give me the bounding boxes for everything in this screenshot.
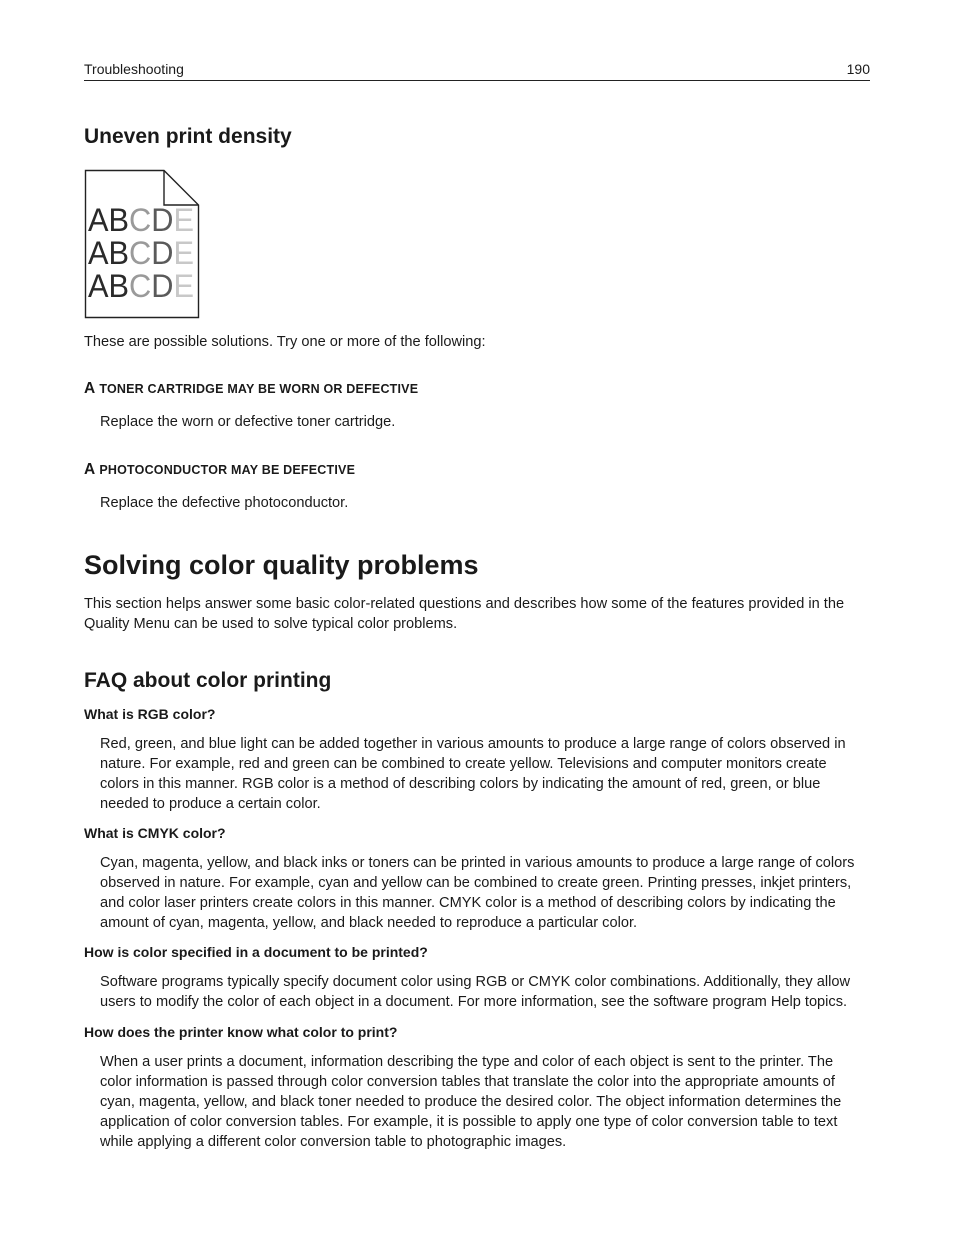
faq-question: How does the printer know what color to print? [84, 1024, 398, 1040]
page-number: 190 [846, 61, 870, 77]
illustration-letter: B [108, 202, 130, 238]
illustration-text-line [88, 202, 194, 238]
text-line: application of color conversion tables. For example, it is possible to apply one type of color conversion table to text [100, 1114, 838, 1130]
cause-heading-photoconductor [84, 461, 355, 479]
solving-color-intro [84, 594, 874, 634]
illustration-letter: E [173, 235, 195, 271]
illustration-letter: C [129, 202, 153, 238]
solutions-intro: These are possible solutions. Try one or more of the following: [84, 334, 486, 350]
faq-question: How is color specified in a document to be printed? [84, 944, 428, 960]
illustration-letter: B [108, 235, 130, 271]
faq-answer [100, 1052, 870, 1152]
cause-lead: A [84, 380, 95, 397]
text-line: Quality Menu can be used to solve typical color problems. [84, 616, 458, 632]
faq-answer [100, 853, 870, 933]
text-line: colors in this manner. RGB color is a method of describing colors by indicating the amount of red, green, or blue [100, 776, 821, 792]
illustration-letter: A [88, 268, 110, 304]
faq-answer [100, 734, 870, 814]
text-line: users to modify the color of each object in a document. For more information, see the software program Help topics. [100, 994, 848, 1010]
header-rule [84, 80, 870, 81]
text-line: amount of cyan, magenta, yellow, and black needed to reproduce a particular color. [100, 915, 638, 931]
faq-answer [100, 972, 870, 1012]
illustration-text-line [88, 268, 194, 304]
solution-photoconductor: Replace the defective photoconductor. [100, 495, 349, 511]
illustration-letter: A [88, 235, 110, 271]
illustration-letter: A [88, 202, 110, 238]
text-line: Red, green, and blue light can be added together in various amounts to produce a large range of colors observed in [100, 736, 846, 752]
solving-color-heading: Solving color quality problems [84, 550, 479, 580]
uneven-density-page-illustration [84, 169, 200, 319]
text-line: This section helps answer some basic color-related questions and describes how some of the features provided in the [84, 596, 845, 612]
faq-heading: FAQ about color printing [84, 669, 332, 692]
faq-question: What is RGB color? [84, 706, 216, 722]
illustration-letter: E [173, 202, 195, 238]
illustration-letter: C [129, 235, 153, 271]
text-line: needed to produce a certain color. [100, 796, 321, 812]
running-header-section: Troubleshooting [84, 61, 184, 77]
illustration-text-line [88, 235, 194, 271]
illustration-letter: D [151, 268, 175, 304]
illustration-letter: D [151, 202, 175, 238]
faq-question: What is CMYK color? [84, 825, 226, 841]
text-line: Cyan, magenta, yellow, and black inks or toners can be printed in various amounts to produce a large range of colors [100, 855, 855, 871]
solution-toner: Replace the worn or defective toner cartridge. [100, 414, 396, 430]
cause-rest: PHOTOCONDUCTOR MAY BE DEFECTIVE [99, 463, 356, 477]
illustration-letter: E [173, 268, 195, 304]
text-line: observed in nature. For example, cyan and yellow can be combined to create green. Printing presses, inkjet printers, [100, 875, 852, 891]
text-line: When a user prints a document, information describing the type and color of each object is sent to the printer. The [100, 1054, 834, 1070]
text-line: cyan, magenta, yellow, and black toner needed to produce the desired color. The object information determines the [100, 1094, 842, 1110]
illustration-letter: B [108, 268, 130, 304]
illustration-letter: C [129, 268, 153, 304]
text-line: color information is passed through color conversion tables that translate the color into the appropriate amounts of [100, 1074, 835, 1090]
text-line: nature. For example, red and green can be combined to create yellow. Televisions and computer monitors create [100, 756, 827, 772]
text-line: Software programs typically specify document color using RGB or CMYK color combinations. Additionally, they allow [100, 974, 851, 990]
text-line: and color laser printers create colors in this manner. CMYK color is a method of describing colors by indicating the [100, 895, 836, 911]
cause-heading-toner [84, 380, 418, 398]
cause-lead: A [84, 461, 95, 478]
cause-rest: TONER CARTRIDGE MAY BE WORN OR DEFECTIVE [99, 382, 419, 396]
text-line: while applying a different color conversion table to photographic images. [100, 1134, 567, 1150]
illustration-letter: D [151, 235, 175, 271]
uneven-print-density-heading: Uneven print density [84, 125, 292, 148]
